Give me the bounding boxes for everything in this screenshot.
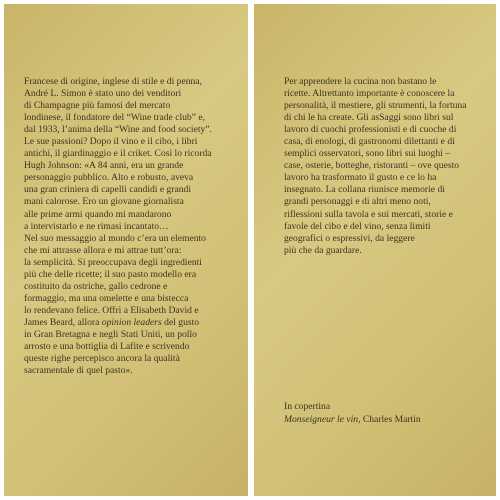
bio-line bbox=[24, 209, 212, 221]
bio-line bbox=[24, 353, 212, 365]
description-line: semplici osservatori, sono libri sui luoghi – bbox=[284, 148, 451, 160]
bio-line-segment: formaggio, ma una omelette e una bistecca bbox=[24, 292, 189, 304]
bio-line-segment: Nel suo messaggio al mondo c’era un elemento bbox=[24, 232, 206, 244]
bio-line bbox=[24, 88, 212, 100]
description-line: grandi personaggi e di altri meno noti, bbox=[284, 196, 431, 208]
bio-line-segment: André L. Simon è stato uno dei venditori bbox=[24, 88, 182, 100]
bio-line-segment: più che delle ricette; il suo pasto modello era bbox=[24, 268, 197, 280]
left-flap bbox=[4, 4, 248, 496]
bio-line-italic: opinion leaders bbox=[101, 316, 162, 328]
bio-line-segment: a intervistarlo e ne rimasi incantato… bbox=[24, 220, 169, 232]
description-line: di chi le ha create. Gli asSaggi sono libri sul bbox=[284, 112, 454, 124]
bio-line-segment: Le sue passioni? Dopo il vino e il cibo, i libri bbox=[24, 136, 198, 148]
bio-line-segment: dal 1933, l’anima della “Wine and food society”. bbox=[24, 124, 212, 136]
bio-line bbox=[24, 112, 212, 124]
bio-line-segment: alle prime armi quando mi mandarono bbox=[24, 208, 172, 220]
description-line: ricette. Altrettanto importante è conoscere la bbox=[284, 88, 455, 100]
bio-line-segment: James Beard, allora bbox=[24, 316, 102, 328]
bio-line bbox=[24, 257, 212, 269]
description-line: insegnato. La collana riunisce memorie di bbox=[284, 184, 445, 196]
bio-line bbox=[24, 221, 212, 233]
series-description-text bbox=[284, 76, 467, 257]
cover-credit-line bbox=[284, 414, 421, 427]
description-line: casa, di enologi, di gastronomi dilettanti e di bbox=[284, 136, 455, 148]
bio-line bbox=[24, 293, 212, 305]
bio-line bbox=[24, 172, 212, 184]
bio-line-segment: costituito da ostriche, gallo cedrone e bbox=[24, 280, 168, 292]
bio-line-segment: arrosto e una bottiglia di Lafite e scrivendo bbox=[24, 341, 190, 353]
bio-line-segment: Francese di origine, inglese di stile e di penna, bbox=[24, 76, 202, 87]
bio-line-segment: la semplicità. Si preoccupava degli ingredienti bbox=[24, 256, 202, 268]
bio-line bbox=[24, 281, 212, 293]
bio-line-segment: di Champagne più famosi del mercato bbox=[24, 100, 171, 112]
bio-line-segment: mani calorose. Ero un giovane giornalista bbox=[24, 196, 184, 208]
description-line: personalità, il mestiere, gli strumenti, la fortuna bbox=[284, 100, 467, 112]
bio-line-segment: sacramentale di quel pasto». bbox=[24, 365, 133, 377]
bio-line-segment: antichi, il giardinaggio e il criket. Così lo ricorda bbox=[24, 148, 212, 160]
cover-credit bbox=[284, 401, 421, 426]
description-line: case, osterie, botteghe, ristoranti – ove questo bbox=[284, 160, 460, 172]
author-bio-text bbox=[24, 76, 212, 377]
cover-credit-title: Monseigneur le vin, bbox=[284, 413, 361, 425]
bio-line-segment: che mi attrasse allora e mi attrae tutt’ora: bbox=[24, 244, 182, 256]
bio-line-segment: londinese, il fondatore del “Wine trade club” e, bbox=[24, 112, 206, 124]
bio-line bbox=[24, 100, 212, 112]
bio-line bbox=[24, 124, 212, 136]
description-line: favole del cibo e del vino, senza limiti bbox=[284, 220, 431, 232]
bio-line bbox=[24, 76, 212, 88]
bio-line bbox=[24, 160, 212, 172]
right-flap bbox=[254, 4, 496, 496]
bio-line bbox=[24, 148, 212, 160]
description-line: Per apprendere la cucina non bastano le bbox=[284, 76, 437, 87]
cover-credit-author: Charles Martin bbox=[360, 413, 421, 425]
bio-line-segment: una gran criniera di capelli candidi e grandi bbox=[24, 184, 192, 196]
description-line: più che da guardare. bbox=[284, 244, 362, 256]
description-line: lavoro ha trasformato il gusto e ce lo ha bbox=[284, 172, 437, 184]
bio-line bbox=[24, 245, 212, 257]
bio-line-segment: del gusto bbox=[161, 316, 200, 328]
bio-line bbox=[24, 184, 212, 196]
bio-line bbox=[24, 196, 212, 208]
description-line: lavoro di cuochi professionisti e di cuoche di bbox=[284, 124, 457, 136]
bio-line bbox=[24, 329, 212, 341]
bio-line bbox=[24, 317, 212, 329]
bio-line-segment: queste righe percepisco ancora la qualità bbox=[24, 353, 180, 365]
description-line: riflessioni sulla tavola e sui mercati, storie e bbox=[284, 208, 453, 220]
cover-credit-label: In copertina bbox=[284, 401, 331, 412]
bio-line bbox=[24, 341, 212, 353]
description-line: geografici o espressivi, da leggere bbox=[284, 232, 415, 244]
bio-line bbox=[24, 365, 212, 377]
bio-line bbox=[24, 305, 212, 317]
bio-line bbox=[24, 233, 212, 245]
bio-line bbox=[24, 269, 212, 281]
bio-line-segment: lo rendevano felice. Offrì a Elisabeth David e bbox=[24, 304, 199, 316]
bio-line-segment: in Gran Bretagna e negli Stati Uniti, un pollo bbox=[24, 328, 197, 340]
bio-line-segment: Hugh Johnson: «A 84 anni, era un grande bbox=[24, 160, 184, 172]
bio-line-segment: personaggio pubblico. Alto e robusto, aveva bbox=[24, 172, 194, 184]
bio-line bbox=[24, 136, 212, 148]
